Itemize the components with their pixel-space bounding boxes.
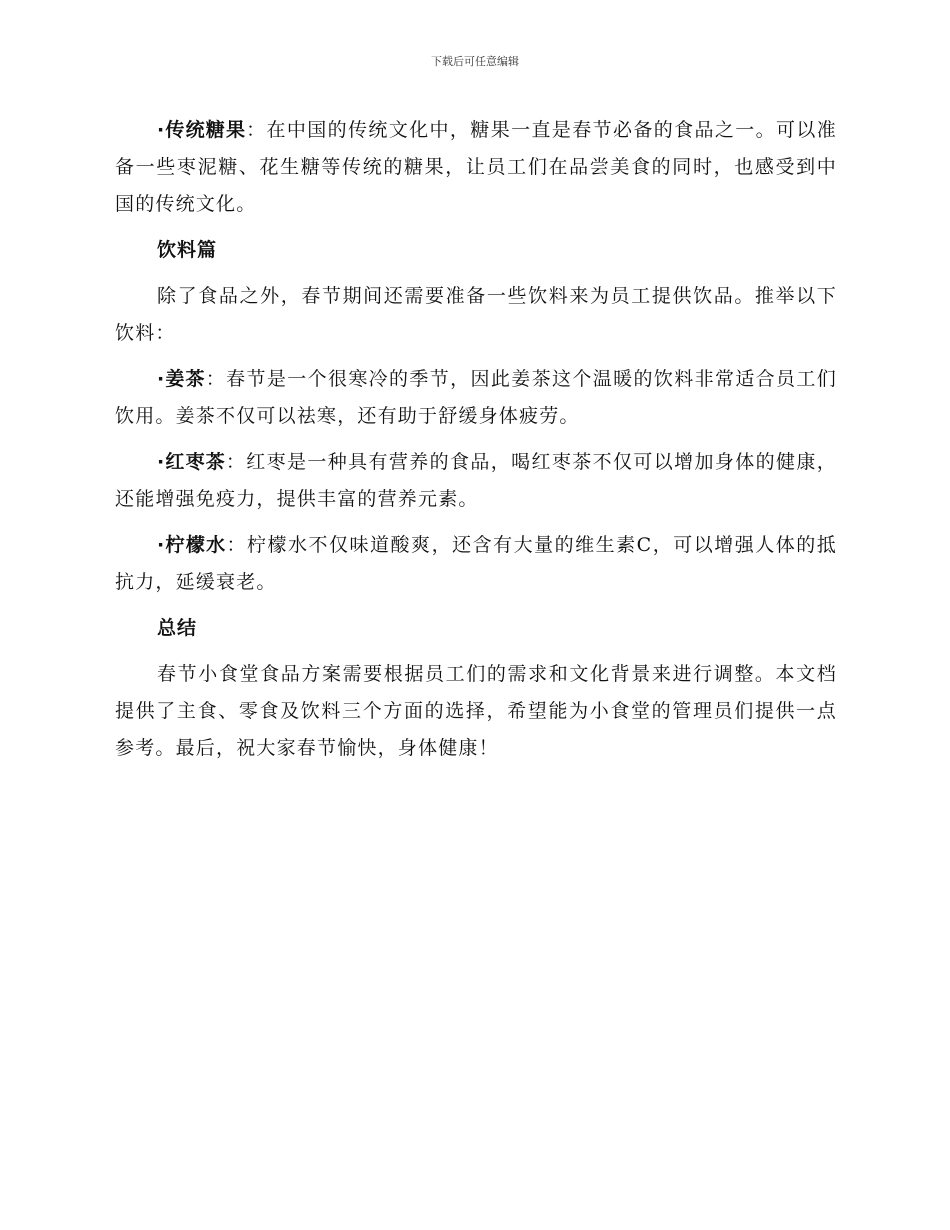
bullet-dot: · <box>157 368 166 390</box>
bullet-text-jujube-tea: ：红枣是一种具有营养的食品，喝红枣茶不仅可以增加身体的健康，还能增强免疫力，提供丰富的营养元素。 <box>115 451 837 510</box>
drinks-intro-paragraph: 除了食品之外，春节期间还需要准备一些饮料来为员工提供饮品。推举以下饮料： <box>115 285 837 344</box>
bullet-text-candy: ：在中国的传统文化中，糖果一直是春节必备的食品之一。可以准备一些枣泥糖、花生糖等传统的糖果，让员工们在品尝美食的同时，也感受到中国的传统文化。 <box>115 119 837 215</box>
bullet-text-lemon-water: ：柠檬水不仅味道酸爽，还含有大量的维生素C，可以增强人体的抵抗力，延缓衰老。 <box>115 534 837 593</box>
bullet-traditional-candy <box>115 112 837 223</box>
bullet-term-lemon-water: 柠檬水 <box>165 534 227 556</box>
section-heading-summary: 总结 <box>157 617 198 639</box>
bullet-term-candy: 传统糖果 <box>165 119 247 141</box>
bullet-term-jujube-tea: 红枣茶 <box>165 451 226 473</box>
section-heading-drinks: 饮料篇 <box>157 239 218 261</box>
bullet-term-ginger-tea: 姜茶 <box>165 368 206 390</box>
bullet-ginger-tea <box>115 361 837 435</box>
bullet-lemon-water <box>115 527 837 601</box>
document-body <box>115 112 837 776</box>
page-header: 下载后可任意编辑 <box>431 55 519 68</box>
bullet-text-ginger-tea: ：春节是一个很寒冷的季节，因此姜茶这个温暖的饮料非常适合员工们饮用。姜茶不仅可以祛寒，还有助于舒缓身体疲劳。 <box>115 368 837 427</box>
summary-paragraph: 春节小食堂食品方案需要根据员工们的需求和文化背景来进行调整。本文档提供了主食、零食及饮料三个方面的选择，希望能为小食堂的管理员们提供一点参考。最后，祝大家春节愉快，身体健康！ <box>115 663 837 759</box>
bullet-jujube-tea <box>115 444 837 518</box>
bullet-dot: · <box>157 534 166 556</box>
bullet-dot: · <box>157 119 166 141</box>
bullet-dot: · <box>157 451 166 473</box>
